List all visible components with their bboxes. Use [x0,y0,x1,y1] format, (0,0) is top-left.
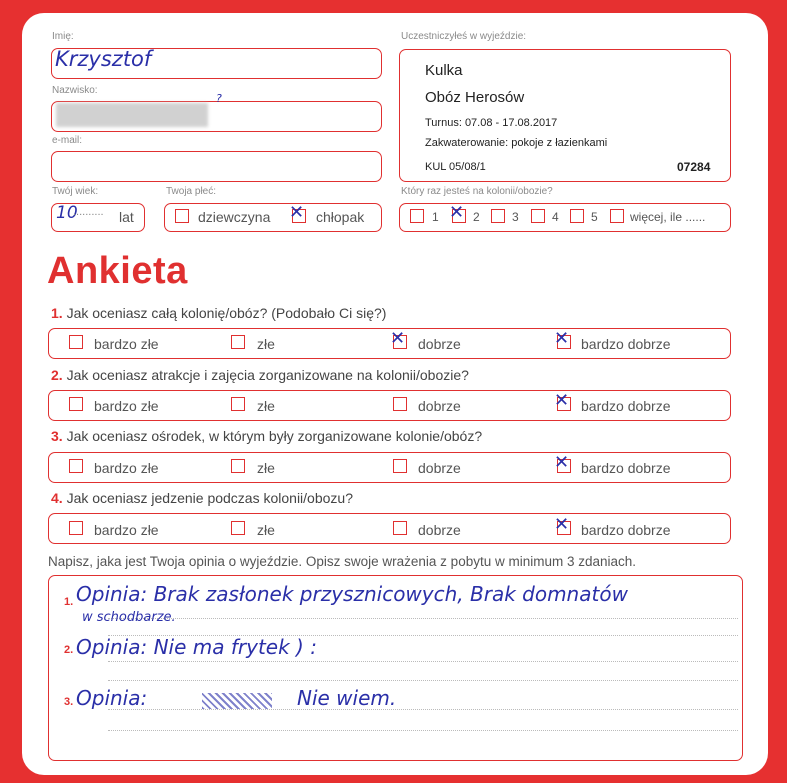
writing-line [108,618,738,619]
question-number: 2. [51,367,63,383]
question-4 [51,490,353,506]
trip-turnus: Turnus: 07.08 - 17.08.2017 [425,117,558,129]
trip-code: KUL 05/08/1 [425,161,486,173]
sex-option-girl: dziewczyna [198,209,271,225]
times-checkbox-2[interactable] [449,202,466,223]
check-mark-icon: ✕ [289,202,305,223]
check-mark-icon: ✕ [390,328,406,349]
name-handwriting: Krzysztof [55,47,152,71]
question-1 [51,305,386,321]
question-text: Jak oceniasz ośrodek, w którym były zorganizowane kolonie/obóz? [66,428,483,444]
times-option-2: 2 [473,210,480,224]
opinion-line-1b: w schodbarze. [82,610,176,625]
age-label: Twój wiek: [52,186,99,197]
q4-option-very-good: bardzo dobrze [581,522,671,538]
q1-checkbox-very-good[interactable] [554,328,571,349]
email-label: e-mail: [52,135,83,146]
line-number: 3. [64,696,74,708]
check-mark-icon: ✕ [554,390,570,411]
q4-option-good: dobrze [418,522,461,538]
q1-option-very-good: bardzo dobrze [581,336,671,352]
q1-checkbox-very-bad[interactable] [69,335,83,349]
question-2 [51,367,469,383]
q4-checkbox-bad[interactable] [231,521,245,535]
writing-line [108,661,738,662]
q1-checkbox-bad[interactable] [231,335,245,349]
trip-camp: Obóz Herosów [425,89,525,106]
times-option-1: 1 [432,210,439,224]
line-number: 1. [64,596,74,608]
sex-option-boy: chłopak [316,209,365,225]
question-text: Jak oceniasz jedzenie podczas kolonii/obozu? [66,490,353,506]
check-mark-icon: ✕ [554,328,570,349]
writing-line [108,730,738,731]
age-unit: lat [119,209,134,225]
q4-option-bad: złe [257,522,275,538]
times-option-more: więcej, ile ...... [630,210,706,224]
line-number: 2. [64,644,74,656]
question-text: Jak oceniasz całą kolonię/obóz? (Podobało Ci się?) [66,305,387,321]
opinion-line-1: Opinia: Brak zasłonek przysznicowych, Brak domnatów [76,582,628,606]
question-text: Jak oceniasz atrakcje i zajęcia zorganizowane na kolonii/obozie? [66,367,469,383]
times-option-3: 3 [512,210,519,224]
name-label: Imię: [52,31,74,42]
opinion-line-3: Opinia: [76,686,148,710]
q4-checkbox-good[interactable] [393,521,407,535]
q2-checkbox-very-good[interactable] [554,390,571,411]
opinion-line-3b: Nie wiem. [297,686,397,710]
times-checkbox-5[interactable] [570,209,584,223]
survey-sheet [22,13,768,775]
times-option-4: 4 [552,210,559,224]
check-mark-icon: ✕ [449,202,465,223]
q3-option-very-bad: bardzo złe [94,460,159,476]
sex-label: Twoja płeć: [166,186,217,197]
q1-option-bad: złe [257,336,275,352]
survey-title: Ankieta [47,250,188,292]
q2-option-very-good: bardzo dobrze [581,398,671,414]
trip-number: 07284 [677,160,711,174]
email-field[interactable] [51,151,382,182]
times-label: Który raz jesteś na kolonii/obozie? [401,186,553,197]
q2-checkbox-good[interactable] [393,397,407,411]
q2-option-bad: złe [257,398,275,414]
q3-option-bad: złe [257,460,275,476]
writing-line [108,709,738,710]
trip-stay: Zakwaterowanie: pokoje z łazienkami [425,137,608,149]
surname-label: Nazwisko: [52,85,98,96]
q3-checkbox-very-good[interactable] [554,452,571,473]
age-dots: .......... [73,206,104,218]
q3-option-good: dobrze [418,460,461,476]
question-3 [51,428,482,444]
q2-option-very-bad: bardzo złe [94,398,159,414]
scribble [202,693,272,709]
check-mark-icon: ✕ [554,452,570,473]
q4-checkbox-very-good[interactable] [554,514,571,535]
q2-checkbox-very-bad[interactable] [69,397,83,411]
q3-checkbox-good[interactable] [393,459,407,473]
sex-checkbox-boy[interactable] [289,202,306,223]
q3-checkbox-very-bad[interactable] [69,459,83,473]
opinion-prompt: Napisz, jaka jest Twoja opinia o wyjeździe. Opisz swoje wrażenia z pobytu w minimum 3 zdaniach. [48,554,637,569]
q2-checkbox-bad[interactable] [231,397,245,411]
question-number: 1. [51,305,63,321]
trip-name: Kulka [425,62,463,79]
q1-checkbox-good[interactable] [390,328,407,349]
q4-checkbox-very-bad[interactable] [69,521,83,535]
q1-option-good: dobrze [418,336,461,352]
writing-line [108,680,738,681]
times-checkbox-more[interactable] [610,209,624,223]
times-option-5: 5 [591,210,598,224]
opinion-line-2: Opinia: Nie ma frytek ) : [76,635,317,659]
q3-checkbox-bad[interactable] [231,459,245,473]
times-checkbox-1[interactable] [410,209,424,223]
q4-option-very-bad: bardzo złe [94,522,159,538]
participant-label: Uczestniczyłeś w wyjeździe: [401,31,527,42]
surname-mark: ? [216,92,222,105]
q3-option-very-good: bardzo dobrze [581,460,671,476]
q1-option-very-bad: bardzo złe [94,336,159,352]
question-number: 3. [51,428,63,444]
check-mark-icon: ✕ [554,514,570,535]
question-number: 4. [51,490,63,506]
redacted-surname [56,103,208,127]
q2-option-good: dobrze [418,398,461,414]
times-checkbox-3[interactable] [491,209,505,223]
times-checkbox-4[interactable] [531,209,545,223]
sex-checkbox-girl[interactable] [175,209,189,223]
age-handwriting: 10 [56,203,78,223]
